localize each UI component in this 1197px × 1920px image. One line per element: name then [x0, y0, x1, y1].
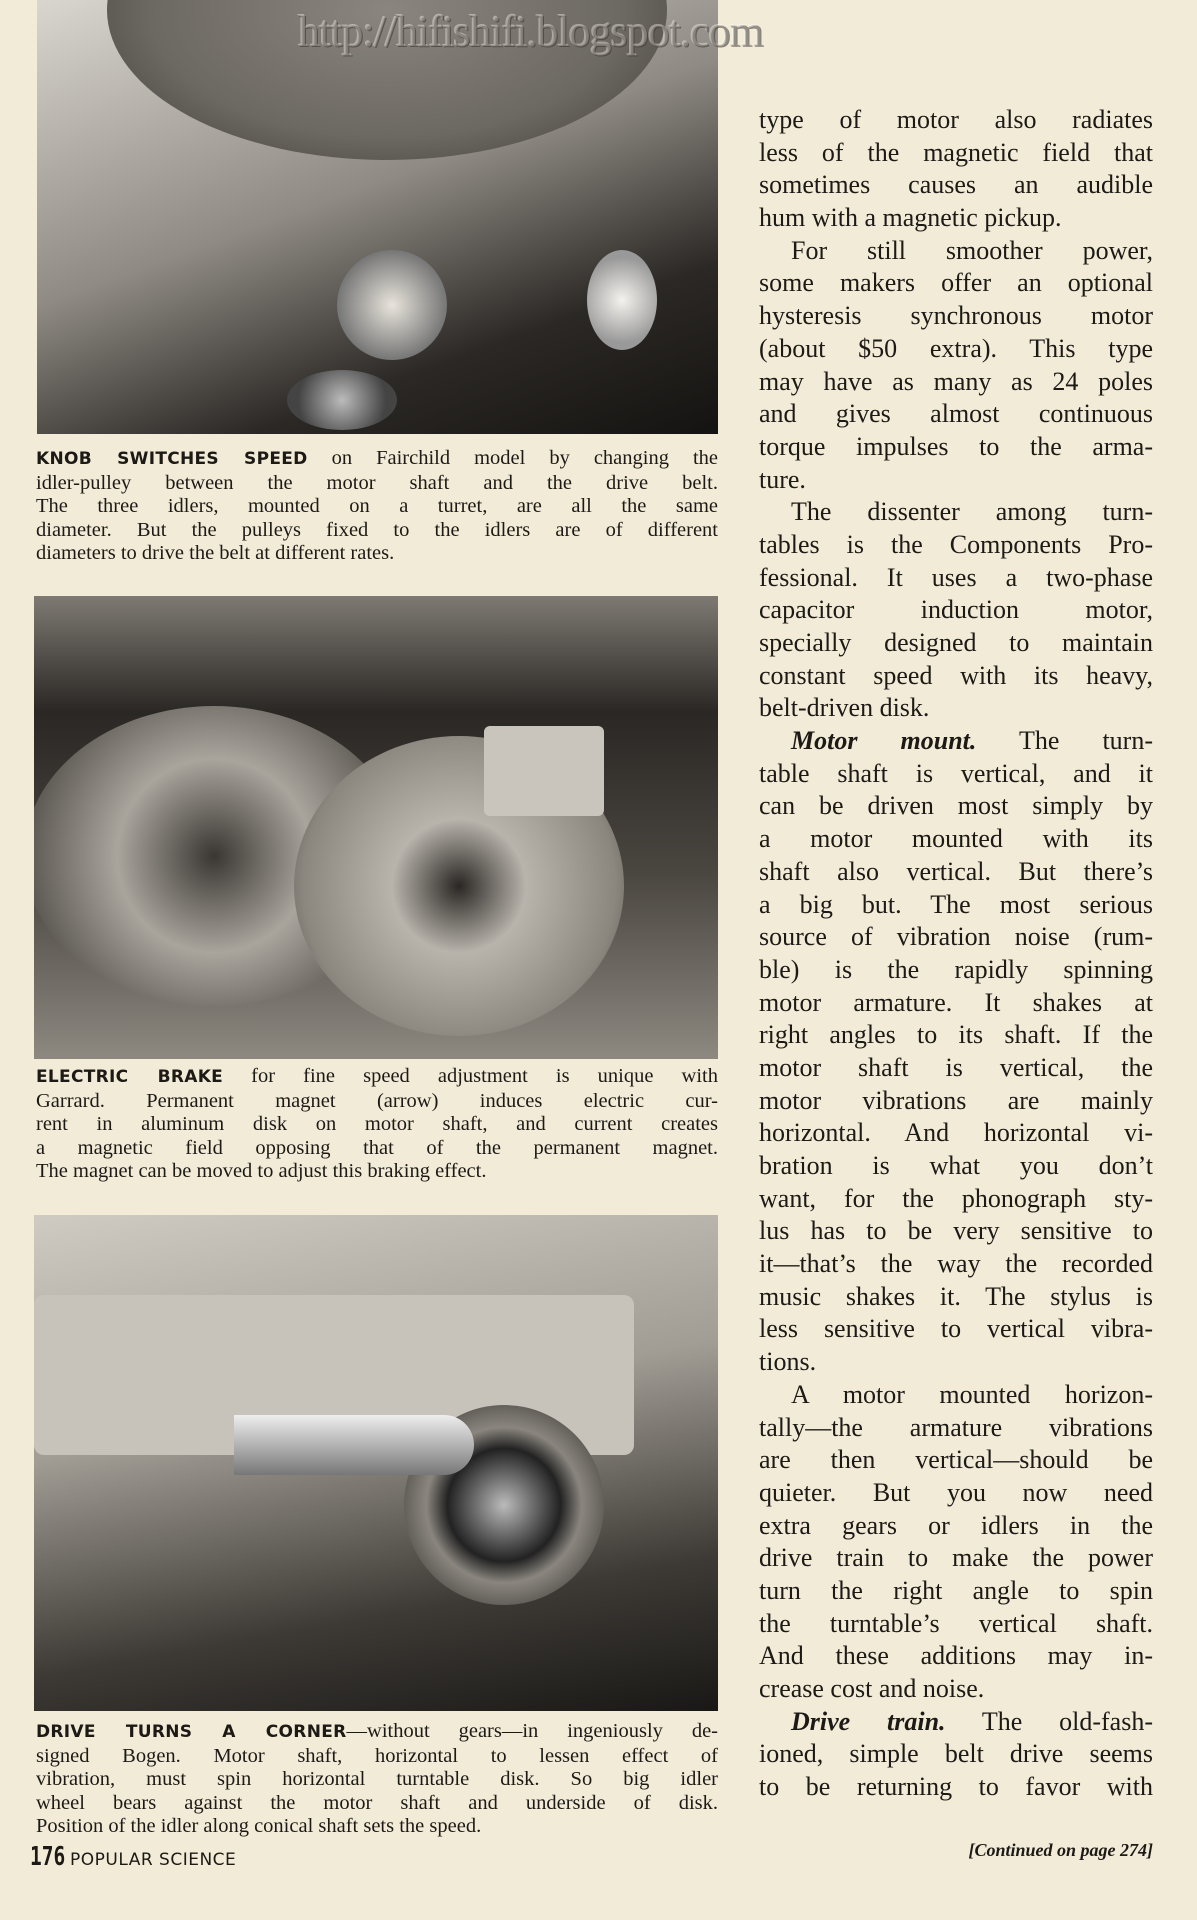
body-text: For still smoother power,	[791, 235, 1153, 265]
body-text: table shaft is vertical, and it	[759, 758, 1153, 788]
caption-line: wheel bears against the motor shaft and underside of disk.	[36, 1791, 718, 1814]
caption-line: Garrard. Permanent magnet (arrow) induces electric cur-	[36, 1089, 718, 1112]
body-text: music shakes it. The stylus is	[759, 1281, 1153, 1311]
body-line	[759, 300, 1153, 333]
body-line	[759, 431, 1153, 464]
body-text: shaft also vertical. But there’s	[759, 856, 1153, 886]
body-text: sometimes causes an audible	[759, 170, 1153, 200]
body-text: horizontal. And horizontal vi-	[759, 1118, 1153, 1148]
body-text: some makers offer an optional	[759, 268, 1153, 298]
body-line	[759, 1771, 1153, 1804]
body-text: hum with a magnetic pickup.	[759, 203, 1062, 233]
caption-electric-brake	[36, 1065, 718, 1184]
body-line	[759, 1085, 1153, 1118]
body-text: want, for the phonograph sty-	[759, 1183, 1153, 1213]
body-line	[759, 1706, 1153, 1739]
body-line	[759, 725, 1153, 758]
body-line	[759, 398, 1153, 431]
body-line	[759, 823, 1153, 856]
body-line	[759, 758, 1153, 791]
body-text: The dissenter among turn-	[791, 497, 1153, 527]
body-text: (about $50 extra). This type	[759, 333, 1153, 363]
caption-text: —without gears—in ingeniously de-	[346, 1720, 718, 1742]
body-text: source of vibration noise (rum-	[759, 922, 1153, 952]
caption-line: The magnet can be moved to adjust this braking effect.	[36, 1160, 487, 1182]
body-line	[759, 1575, 1153, 1608]
caption-knob-switches-speed	[36, 447, 718, 566]
caption-text: for fine speed adjustment is unique with	[223, 1065, 718, 1087]
body-line	[759, 1412, 1153, 1445]
caption-line	[36, 1065, 718, 1090]
body-text: motor shaft is vertical, the	[759, 1052, 1153, 1082]
body-text: can be driven most simply by	[759, 791, 1153, 821]
body-text: ioned, simple belt drive seems	[759, 1739, 1153, 1769]
body-text: capacitor induction motor,	[759, 595, 1153, 625]
caption-line	[36, 1720, 718, 1745]
body-text: less of the magnetic field that	[759, 137, 1153, 167]
body-text: less sensitive to vertical vibra-	[759, 1314, 1153, 1344]
body-text: constant speed with its heavy,	[759, 660, 1153, 690]
body-line	[759, 921, 1153, 954]
photo-garrard-electric-brake	[34, 596, 718, 1059]
caption-line: vibration, must spin horizontal turntable disk. So big idler	[36, 1768, 718, 1790]
body-line	[759, 1608, 1153, 1641]
body-line	[759, 1346, 1153, 1379]
body-line	[759, 856, 1153, 889]
body-line	[759, 692, 1153, 725]
body-text: The turn-	[976, 726, 1153, 756]
body-text: turn the right angle to spin	[759, 1575, 1153, 1605]
caption-line: diameter. But the pulleys fixed to the idlers are of different	[36, 518, 718, 541]
body-line	[759, 1150, 1153, 1183]
caption-line: rent in aluminum disk on motor shaft, and current creates	[36, 1113, 718, 1135]
body-line	[759, 137, 1153, 170]
body-line	[759, 1510, 1153, 1543]
body-text: hysteresis synchronous motor	[759, 301, 1153, 331]
caption-line: idler-pulley between the motor shaft and the drive belt.	[36, 471, 718, 494]
body-line	[759, 1248, 1153, 1281]
caption-lead: ELECTRIC BRAKE	[36, 1067, 224, 1087]
body-text: tally—the armature vibrations	[759, 1412, 1153, 1442]
body-line	[759, 660, 1153, 693]
body-line	[759, 529, 1153, 562]
body-line	[759, 1738, 1153, 1771]
body-line	[759, 1052, 1153, 1085]
caption-line: signed Bogen. Motor shaft, horizontal to lessen effect of	[36, 1744, 718, 1767]
body-line	[759, 366, 1153, 399]
caption-line	[36, 447, 718, 472]
body-text: bration is what you don’t	[759, 1151, 1153, 1180]
body-text: lus has to be very sensitive to	[759, 1216, 1153, 1246]
body-line	[759, 496, 1153, 529]
body-text: a big but. The most serious	[759, 889, 1153, 919]
caption-line: a magnetic field opposing that of the permanent magnet.	[36, 1136, 718, 1159]
body-text: ble) is the rapidly spinning	[759, 954, 1153, 984]
continued-note: [Continued on page 274]	[968, 1840, 1153, 1860]
body-text: A motor mounted horizon-	[791, 1379, 1153, 1409]
body-text: torque impulses to the arma-	[759, 431, 1153, 461]
caption-drive-turns-a-corner	[36, 1720, 718, 1839]
run-in-heading: Motor mount.	[791, 726, 977, 756]
body-line	[759, 1640, 1153, 1673]
article-body-column	[759, 104, 1153, 1804]
photo-fairchild-turntable	[37, 0, 718, 434]
body-line	[759, 954, 1153, 987]
body-text: may have as many as 24 poles	[759, 366, 1153, 396]
body-text: are then vertical—should be	[759, 1445, 1153, 1475]
body-line	[759, 1477, 1153, 1510]
body-text: quieter. But you now need	[759, 1477, 1153, 1507]
caption-line: The three idlers, mounted on a turret, are all the same	[36, 495, 718, 517]
body-text: tions.	[759, 1347, 817, 1377]
body-text: drive train to make the power	[759, 1543, 1153, 1573]
publication-name: POPULAR SCIENCE	[70, 1850, 237, 1870]
body-line	[759, 104, 1153, 137]
body-text: right angles to its shaft. If the	[759, 1020, 1153, 1050]
body-text: a motor mounted with its	[759, 824, 1153, 854]
body-line	[759, 464, 1153, 497]
body-line	[759, 987, 1153, 1020]
body-text: ture.	[759, 464, 806, 494]
body-text: And these additions may in-	[759, 1641, 1153, 1671]
body-line	[759, 889, 1153, 922]
body-line	[759, 1542, 1153, 1575]
body-line	[759, 267, 1153, 300]
body-line	[759, 1673, 1153, 1706]
body-line	[759, 1313, 1153, 1346]
body-text: tables is the Components Pro-	[759, 529, 1153, 559]
body-line	[759, 1019, 1153, 1052]
caption-lead: DRIVE TURNS A CORNER	[36, 1722, 347, 1742]
body-text: and gives almost continuous	[759, 399, 1153, 429]
body-text: to be returning to favor with	[759, 1772, 1153, 1802]
body-text: crease cost and noise.	[759, 1674, 985, 1703]
body-line	[759, 1281, 1153, 1314]
body-text: motor armature. It shakes at	[759, 987, 1153, 1017]
body-text: fessional. It uses a two-phase	[759, 562, 1153, 592]
body-text: The old-fash-	[945, 1706, 1153, 1736]
body-line	[759, 235, 1153, 268]
page-footer	[30, 1842, 236, 1872]
body-line	[759, 1183, 1153, 1216]
body-line	[759, 627, 1153, 660]
caption-line: diameters to drive the belt at different rates.	[36, 542, 395, 564]
photo-bogen-drive	[34, 1215, 718, 1711]
run-in-heading: Drive train.	[791, 1706, 946, 1736]
body-line	[759, 333, 1153, 366]
body-text: specially designed to maintain	[759, 628, 1153, 657]
body-text: belt-driven disk.	[759, 693, 930, 723]
body-line	[759, 790, 1153, 823]
body-line	[759, 594, 1153, 627]
body-line	[759, 1215, 1153, 1248]
body-text: extra gears or idlers in the	[759, 1510, 1153, 1540]
page-number: 176	[30, 1842, 66, 1872]
body-line	[759, 1379, 1153, 1412]
caption-line: Position of the idler along conical shaft sets the speed.	[36, 1815, 482, 1837]
caption-lead: KNOB SWITCHES SPEED	[36, 449, 308, 469]
body-text: the turntable’s vertical shaft.	[759, 1608, 1153, 1638]
body-line	[759, 562, 1153, 595]
body-text: it—that’s the way the recorded	[759, 1249, 1153, 1279]
body-line	[759, 202, 1153, 235]
watermark: http://hifishifi.blogspot.com	[298, 7, 763, 56]
body-text: motor vibrations are mainly	[759, 1085, 1153, 1115]
body-line	[759, 1117, 1153, 1150]
body-line	[759, 169, 1153, 202]
caption-text: on Fairchild model by changing the	[307, 447, 718, 469]
body-line	[759, 1444, 1153, 1477]
body-text: type of motor also radiates	[759, 105, 1153, 134]
